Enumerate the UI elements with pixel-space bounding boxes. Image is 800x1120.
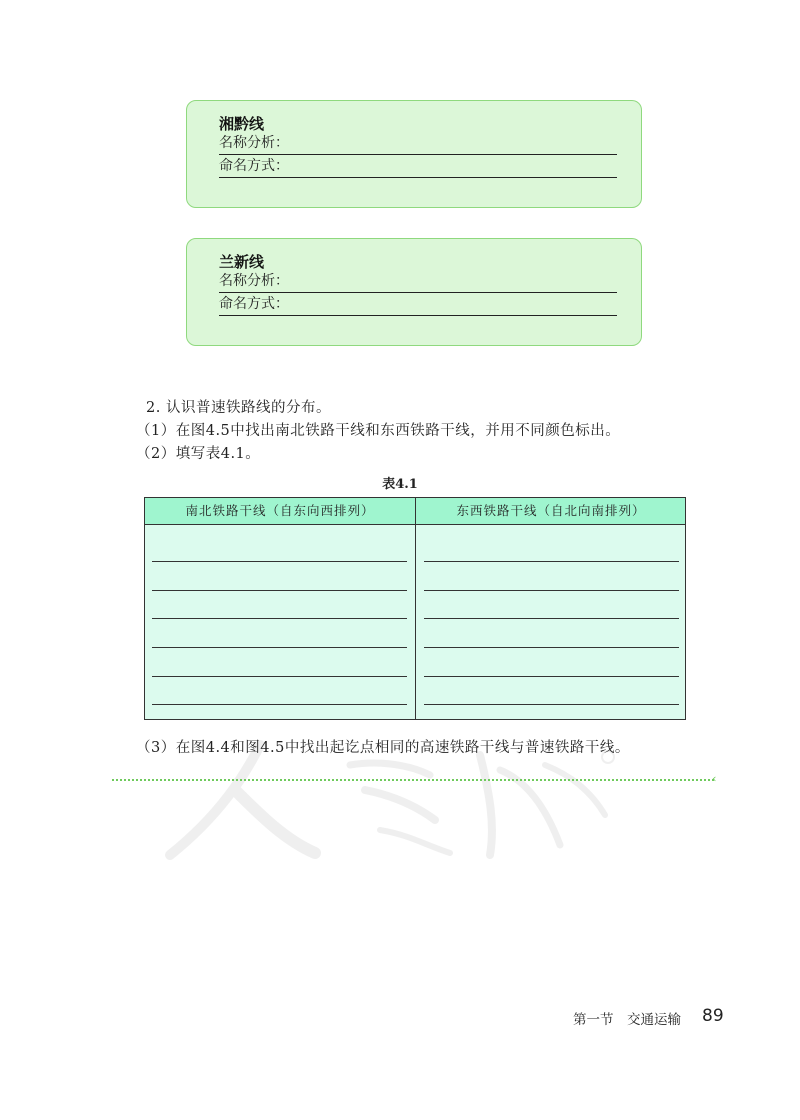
answer-line-left[interactable]	[152, 647, 407, 648]
question-sub-3: （3）在图4.4和图4.5中找出起讫点相同的高速铁路干线与普速铁路干线。	[136, 740, 630, 756]
chevron-left-icon: ‹	[712, 772, 717, 785]
answer-line-right[interactable]	[424, 704, 679, 705]
answer-line-right[interactable]	[424, 590, 679, 591]
page-number: 89	[702, 1006, 724, 1026]
column-divider	[415, 498, 416, 719]
box-title: 兰新线	[219, 253, 265, 271]
answer-line-right[interactable]	[424, 647, 679, 648]
answer-line-right[interactable]	[424, 676, 679, 677]
naming-method-field[interactable]: 命名方式：	[219, 293, 617, 316]
name-analysis-field[interactable]: 名称分析：	[219, 132, 617, 155]
section-title: 第一节 交通运输	[573, 1012, 681, 1028]
railway-table	[144, 497, 686, 720]
answer-line-left[interactable]	[152, 590, 407, 591]
question-heading: 2. 认识普速铁路线的分布。	[146, 400, 331, 416]
naming-method-field[interactable]: 命名方式：	[219, 155, 617, 178]
question-sub-1: （1）在图4.5中找出南北铁路干线和东西铁路干线，并用不同颜色标出。	[136, 423, 621, 439]
question-sub-2: （2）填写表4.1。	[136, 446, 261, 462]
answer-line-left[interactable]	[152, 676, 407, 677]
col-header-north-south: 南北铁路干线（自东向西排列）	[185, 503, 375, 518]
answer-box-lanxin	[186, 238, 642, 346]
col-header-east-west: 东西铁路干线（自北向南排列）	[456, 503, 646, 518]
answer-line-left[interactable]	[152, 704, 407, 705]
answer-line-left[interactable]	[152, 618, 407, 619]
answer-box-xiangqian	[186, 100, 642, 208]
publisher-watermark	[150, 735, 620, 865]
dotted-separator	[112, 779, 714, 781]
box-title: 湘黔线	[219, 115, 265, 133]
answer-line-right[interactable]	[424, 618, 679, 619]
answer-line-right[interactable]	[424, 561, 679, 562]
answer-line-left[interactable]	[152, 561, 407, 562]
table-caption: 表4.1	[382, 477, 418, 492]
name-analysis-field[interactable]: 名称分析：	[219, 270, 617, 293]
